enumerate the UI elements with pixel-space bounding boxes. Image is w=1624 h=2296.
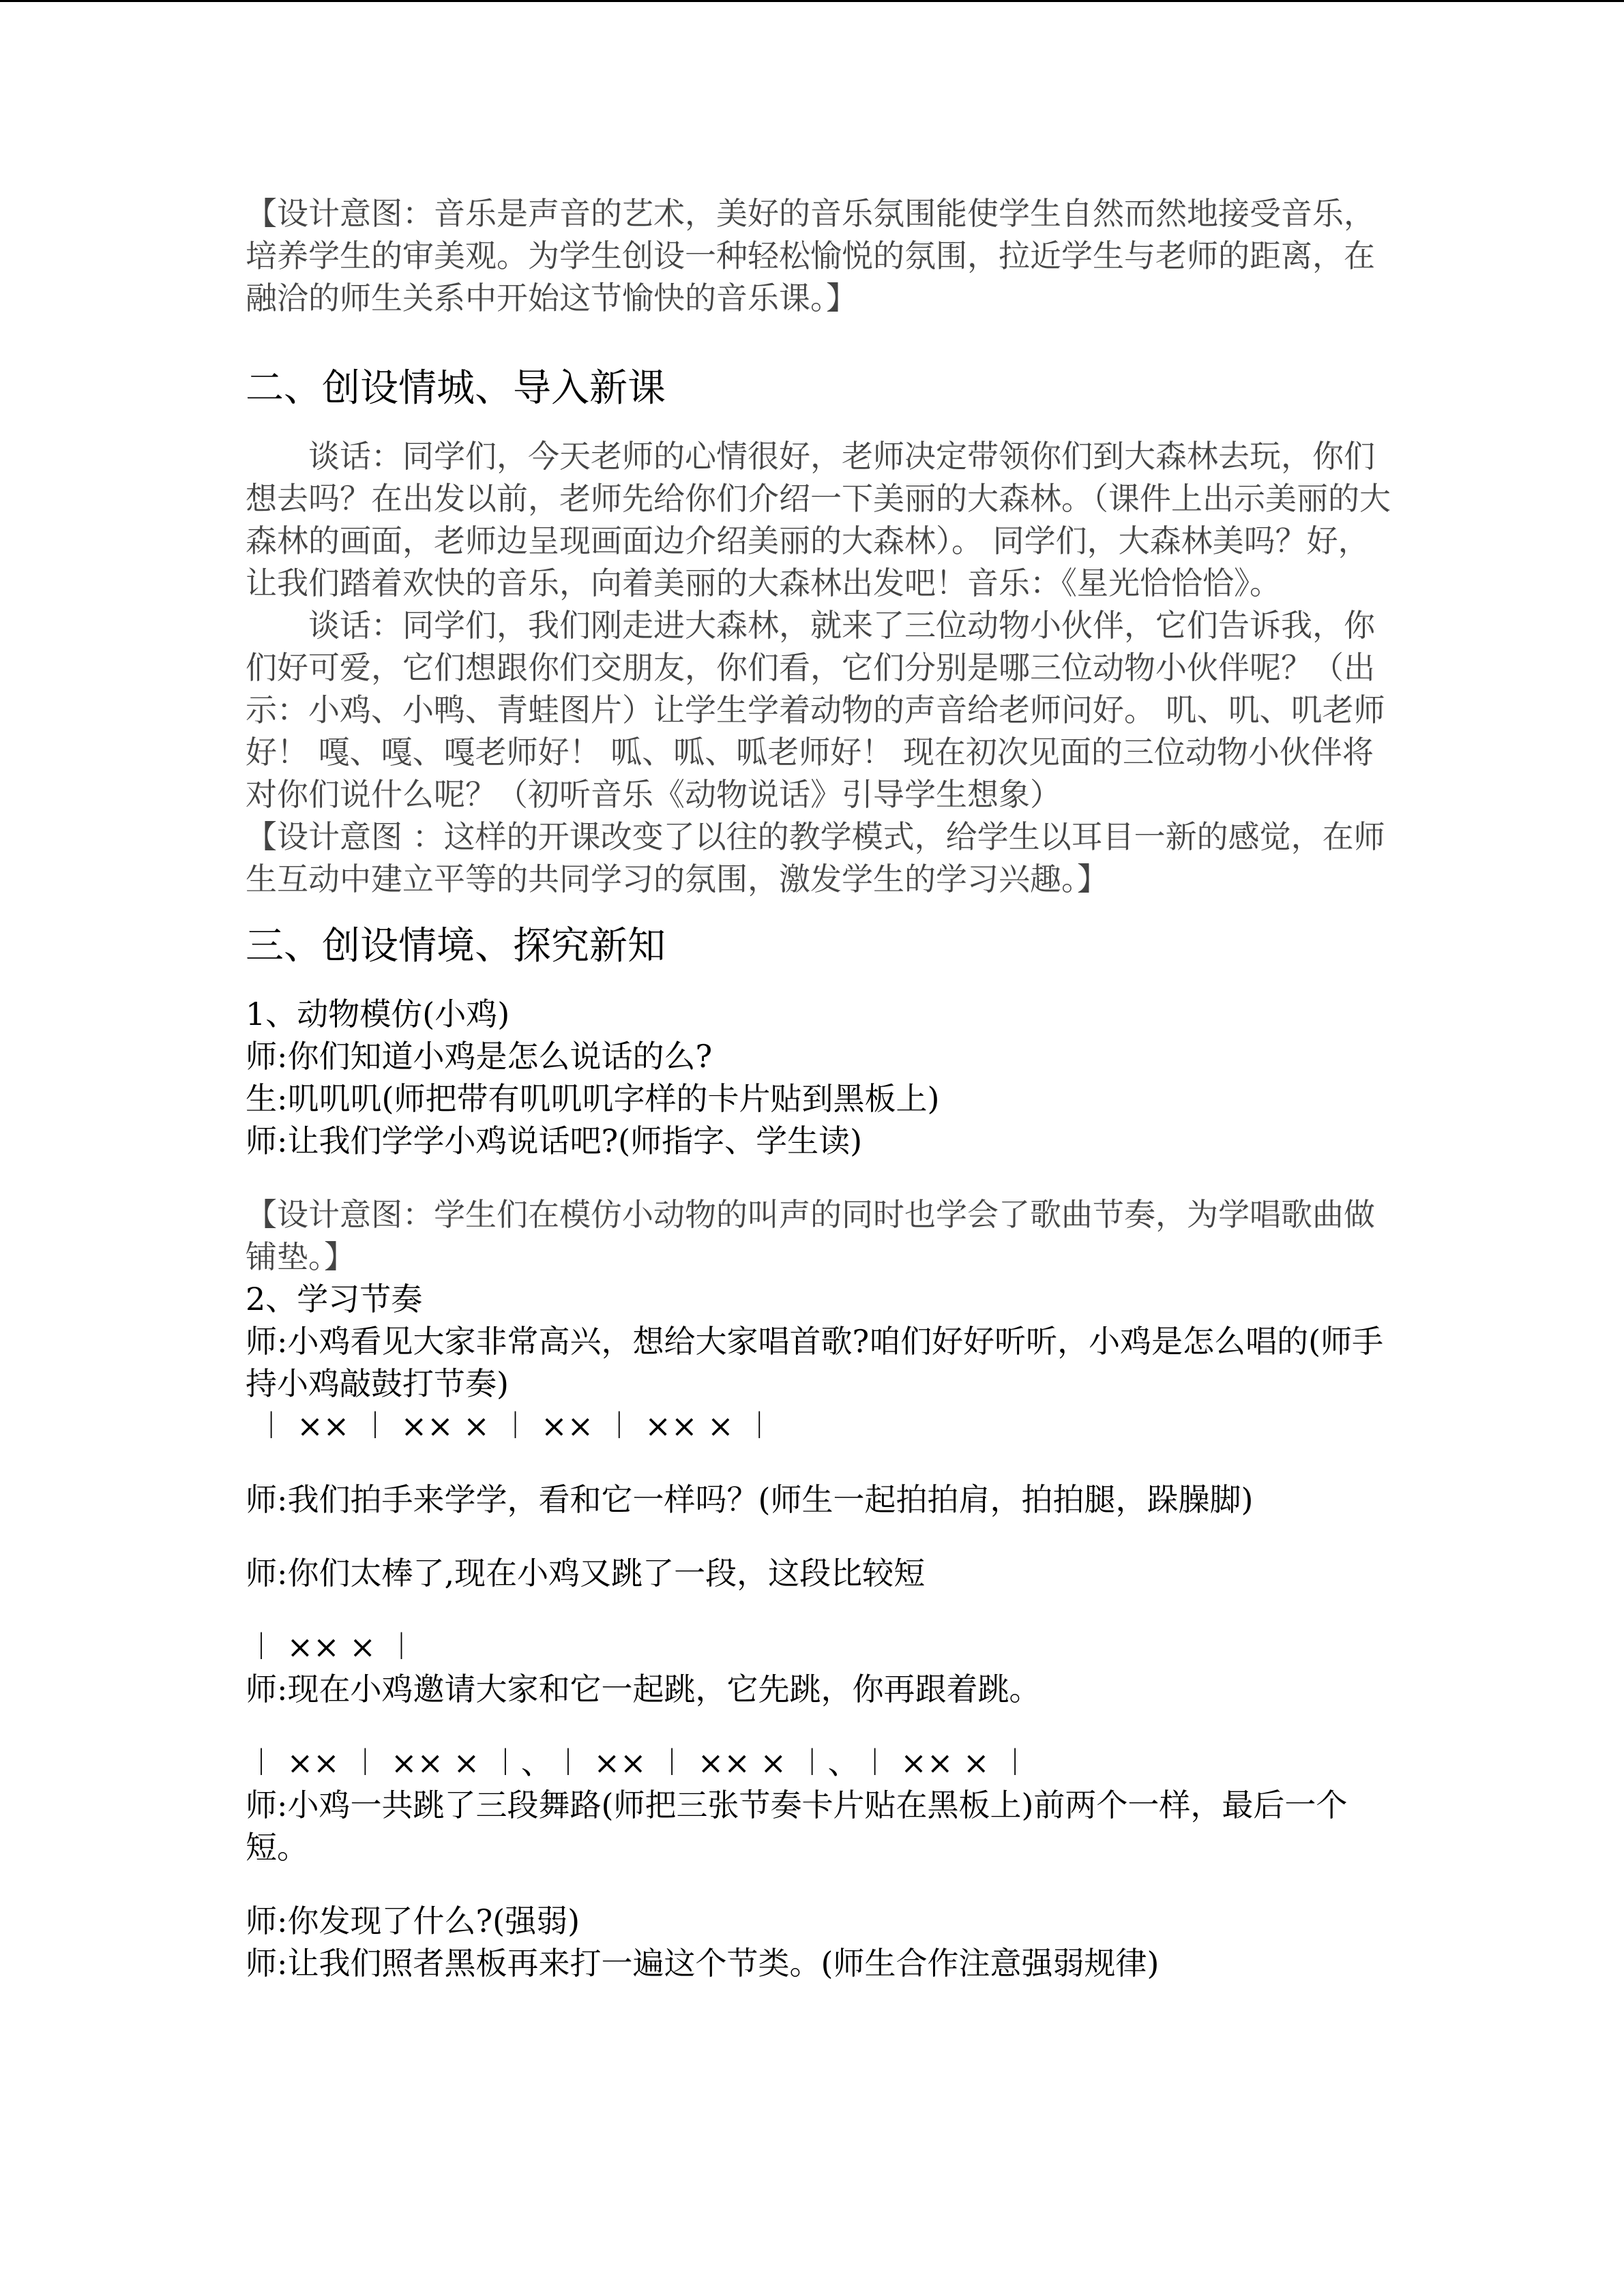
dialogue-line: 师:让我们学学小鸡说话吧?(师指字、学生读) [246,1122,863,1159]
document-body [246,192,1391,1984]
subsection-1-title: 1、动物模仿(小鸡) [246,996,510,1032]
design-intent-2: 【设计意图 ：这样的开课改变了以往的教学模式，给学生以耳目一新的感觉，在师生互动中建立平等的共同学习的氛围，激发学生的学习兴趣。】 [246,818,1385,897]
subsection-2-title: 2、学习节奏 [246,1281,423,1317]
section-heading-3: 三、创设情境、探究新知 [246,924,666,968]
dialogue-line: 生:叽叽叽(师把带有叽叽叽字样的卡片贴到黑板上) [246,1080,940,1117]
talk-paragraph-2: 谈话：同学们，我们刚走进大森林，就来了三位动物小伙伴，它们告诉我，你们好可爱，它们想跟你们交朋友，你们看，它们分别是哪三位动物小伙伴呢？（出示：小鸡、小鸭、青蛙图片）让学生学着动物的声音给老师问好。 叽、叽、叽老师好！ 嘎、嘎、嘎老师好！ 呱、呱、呱老师好！ 现在初次见面的三位动物小伙伴将对你们说什么呢？（初听音乐《动物说话》引导学生想象） [246,607,1385,813]
dialogue-line: 师:你发现了什么?(强弱) [246,1903,580,1939]
dialogue-line: 师:小鸡一共跳了三段舞路(师把三张节奏卡片贴在黑板上)前两个一样，最后一个短。 [246,1787,1348,1866]
design-intent-1: 【设计意图：音乐是声音的艺术，美好的音乐氛围能使学生自然而然地接受音乐，培养学生的审美观。为学生创设一种轻松愉悦的氛围，拉近学生与老师的距离，在融洽的师生关系中开始这节愉快的音乐课。】 [246,195,1375,316]
dialogue-line: 师:小鸡看见大家非常高兴，想给大家唱首歌?咱们好好听听，小鸡是怎么唱的(师手持小鸡敲鼓打节奏) [246,1323,1384,1402]
dialogue-line: 师:你们太棒了,现在小鸡又跳了一段，这段比较短 [246,1555,926,1592]
dialogue-line: 师:让我们照者黑板再来打一遍这个节类。(师生合作注意强弱规律) [246,1945,1160,1982]
rhythm-notation-1: ︱ ×× ︱ ×× × ︱ ×× ︱ ×× × ︱ [246,1407,776,1444]
design-intent-3: 【设计意图：学生们在模仿小动物的叫声的同时也学会了歌曲节奏，为学唱歌曲做铺垫。】 [246,1196,1375,1275]
dialogue-line: 师:现在小鸡邀请大家和它一起跳，它先跳，你再跟着跳。 [246,1671,1041,1708]
rhythm-notation-2: ︱ ×× × ︱ [246,1628,417,1665]
section-heading-2: 二、创设情城、导入新课 [246,366,666,411]
dialogue-line: 师:我们拍手来学学，看和它一样吗？(师生一起拍拍肩，拍拍腿，跺臊脚) [246,1481,1254,1518]
rhythm-notation-3: ︱ ×× ︱ ×× × ︱、︱ ×× ︱ ×× × ︱、︱ ×× × ︱ [246,1744,1031,1781]
dialogue-line: 师:你们知道小鸡是怎么说话的么? [246,1038,713,1075]
page-top-border [0,0,1624,2]
talk-paragraph-1: 谈话：同学们，今天老师的心情很好，老师决定带领你们到大森林去玩，你们想去吗？在出发以前，老师先给你们介绍一下美丽的大森林。（课件上出示美丽的大森林的画面，老师边呈现画面边介绍美丽的大森林）。 同学们，大森林美吗？好，让我们踏着欢快的音乐，向着美丽的大森林出发吧！音乐：《星光恰恰恰》。 [246,438,1391,601]
